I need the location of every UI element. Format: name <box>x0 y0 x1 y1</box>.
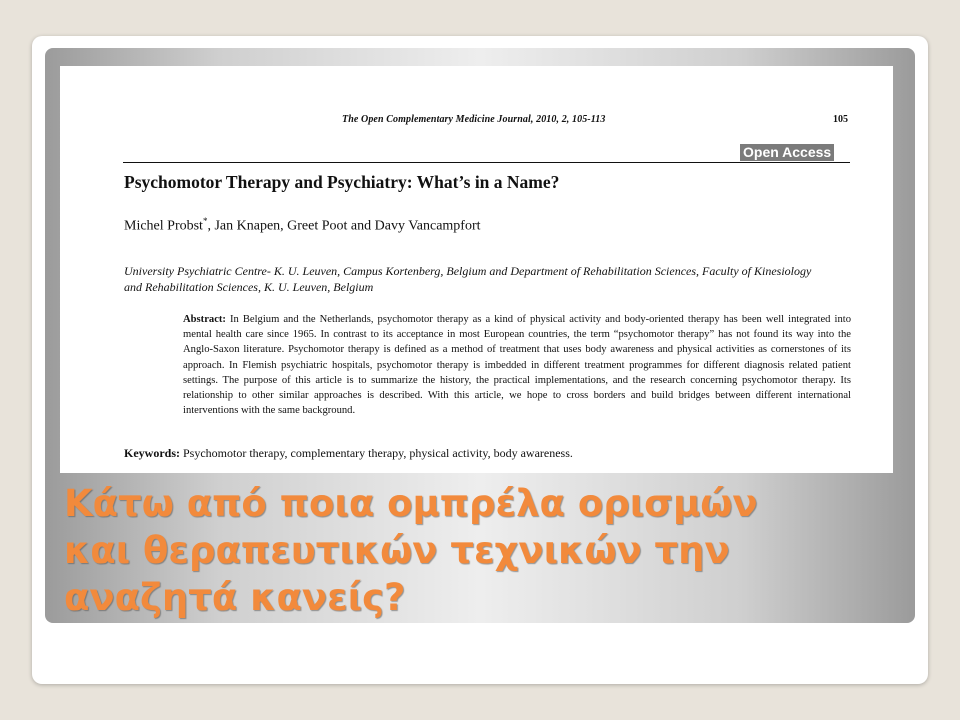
page-number: 105 <box>833 114 848 125</box>
corresponding-author-mark: * <box>202 216 208 226</box>
first-author: Michel Probst <box>124 218 203 234</box>
journal-citation: The Open Complementary Medicine Journal, 2010, 2, 105-113 <box>342 114 606 125</box>
slide-title-line-1: Κάτω από ποια ομπρέλα ορισμών <box>64 482 758 525</box>
slide-title <box>64 480 884 621</box>
slide-title-line-2: και θεραπευτικών τεχνικών την <box>64 529 730 572</box>
keywords-text: Psychomotor therapy, complementary therapy, physical activity, body awareness. <box>180 446 573 460</box>
header-rule <box>123 162 850 163</box>
article-title: Psychomotor Therapy and Psychiatry: What’s in a Name? <box>124 172 560 192</box>
open-access-badge: Open Access <box>740 144 834 161</box>
article-screenshot <box>60 66 893 473</box>
abstract <box>183 312 851 418</box>
keywords <box>124 446 573 461</box>
keywords-label: Keywords: <box>124 446 180 460</box>
author-list <box>124 216 481 235</box>
abstract-text: In Belgium and the Netherlands, psychomotor therapy as a kind of physical activity and body-oriented therapy has been well integrated into mental health care since 1965. In contrast to its acceptance in most European countries, the term “psychomotor therapy” has not found its way into the Anglo-Saxon literature. Psychomotor therapy is defined as a method of treatment that uses body awareness and physical activities as cornerstones of its approach. In Flemish psychiatric hospitals, psychomotor therapy is imbedded in different treatment programmes for different diagnosis related patient settings. The purpose of this article is to summarize the history, the practical implementations, and the research concerning psychomotor therapy. Its relationship to other similar approaches is described. With this article, we hope to cross borders and build bridges between different international interventions with the same background. <box>183 314 851 417</box>
other-authors: , Jan Knapen, Greet Poot and Davy Vancampfort <box>207 218 481 234</box>
slide-title-line-3: αναζητά κανείς? <box>64 576 406 619</box>
affiliation: University Psychiatric Centre- K. U. Leuven, Campus Kortenberg, Belgium and Department of Rehabilitation Sciences, Faculty of Kinesiology and Rehabilitation Sciences, K. U. Leuven, Belgium <box>124 264 812 294</box>
abstract-label: Abstract: <box>183 314 226 325</box>
